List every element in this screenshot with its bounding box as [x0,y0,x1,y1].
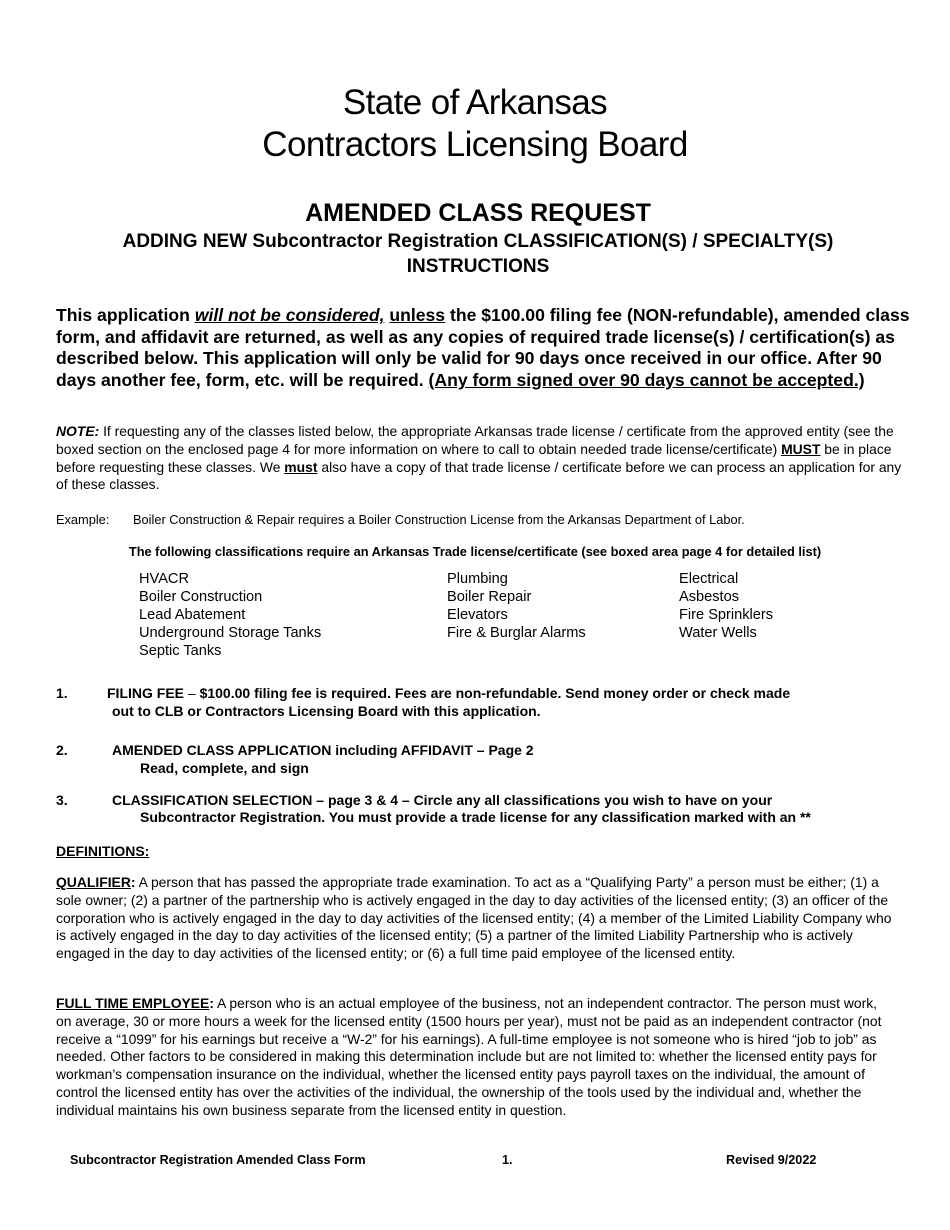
lead-text: This application [56,305,195,325]
list-item: HVACR [139,571,190,587]
step-2-line-2: Read, complete, and sign [140,760,309,776]
list-item: Elevators [447,607,508,623]
qualifier-label: QUALIFIER [56,874,131,890]
step-1-text: $100.00 filing fee is required. Fees are non-refundable. Send money order or check made [199,685,791,701]
list-item: Septic Tanks [139,643,222,659]
lead-unless: unless [389,305,446,325]
step-1-line-2: out to CLB or Contractors Licensing Board with this application. [112,703,541,719]
qualifier-text: A person that has passed the appropriate trade examination. To act as a “Qualifying Party” a person must be either; (1) a sole owner; (2) a partner of the partnership who is actively engaged in the day to day activities of the licensed entity; (3) an officer of the corporation who is actively engaged in the day to day activities of the licensed entity; (4) a member of the Limited Liability Company who is actively engaged in the day to day activities of the licensed entity; (5) a partner of the limited Liability Partnership who is actively engaged in the day to day activities of the licensed entity; or (6) a full time paid employee of the licensed entity. [56,874,892,962]
qualifier-definition [56,874,896,963]
fte-text: A person who is an actual employee of the business, not an independent contractor. The person must work, on average, 30 or more hours a week for the licensed entity (1500 hours per year), must not be paid as an independent contractor (not receive a “1099” for his earnings but receive a “W-2” for his earnings). A full-time employee is not someone who is hired “job to job” as needed. Other factors to be considered in making this determination include but are not limited to: whether the licensed entity pays for workman’s compensation insurance on the individual, whether the licensed entity pays payroll taxes on the individual, the amount of control the licensed entity has over the activities of the individual, the ownership of the tools used by the individual and, whether the individual maintains his own business separate from the licensed entity in question. [56,995,882,1118]
step-2-number: 2. [56,742,68,758]
definitions-heading: DEFINITIONS: [56,843,150,859]
footer-form-name: Subcontractor Registration Amended Class Form [70,1153,366,1167]
step-1-dash: – [184,685,200,701]
note-must: MUST [781,440,821,457]
fte-colon: : [209,995,214,1011]
list-item: Fire & Burglar Alarms [447,625,586,641]
note-text: If requesting any of the classes listed below, the appropriate Arkansas trade license / certificate from the approved entity (see the boxed section on the enclosed page 4 for more information on where to call to obtain needed trade license/certificate) [56,423,894,457]
list-item: Boiler Repair [447,589,532,605]
example-text: Boiler Construction & Repair requires a Boiler Construction License from the Arkansas Department of Labor. [133,512,745,527]
state-title: State of Arkansas [342,83,608,122]
step-3-line-1: CLASSIFICATION SELECTION – page 3 & 4 – Circle any all classifications you wish to have on your [112,792,773,808]
list-item: Plumbing [447,571,508,587]
list-item: Underground Storage Tanks [139,625,322,641]
instructions-heading: INSTRUCTIONS [406,256,550,277]
note-text-2: be in place before requesting these classes. We [56,440,892,475]
list-item: Water Wells [679,625,757,641]
step-1-number: 1. [56,685,68,701]
footer-page-number: 1. [502,1153,513,1167]
board-title: Contractors Licensing Board [262,125,688,164]
note-text-3: also have a copy of that trade license / certificate before we can process an application for any of these classes. [56,458,902,493]
list-item: Boiler Construction [139,589,263,605]
lead-text-body: the $100.00 filing fee (NON-refundable), amended class form, and affidavit are returned, as well as any copies of required trade license(s) / certification(s) as described below. This application will only be valid for 90 days once received in our office. After 90 days another fee, form, etc. will be required. [56,305,910,390]
list-item: Lead Abatement [139,607,246,623]
qualifier-colon: : [130,874,136,890]
step-2-line-1: AMENDED CLASS APPLICATION including AFFIDAVIT – Page 2 [112,742,534,758]
lead-paragraph [56,305,916,391]
classifications-col-3 [679,570,773,642]
lead-warning: (Any form signed over 90 days cannot be accepted.) [428,369,865,390]
footer-revised: Revised 9/2022 [726,1153,817,1167]
classifications-col-2 [447,570,586,642]
lead-emphasis: will not be considered, [194,305,385,325]
list-item: Electrical [679,571,739,587]
example-label: Example: [56,512,110,527]
fte-label: FULL TIME EMPLOYEE [56,995,210,1011]
classifications-col-1 [139,570,321,660]
step-1-line-1 [107,685,790,703]
list-item: Fire Sprinklers [679,607,774,623]
note-must-2: must [284,458,318,475]
step-3-line-2: Subcontractor Registration. You must provide a trade license for any classification marked with an ** [140,809,811,825]
step-3-number: 3. [56,792,68,808]
form-heading: AMENDED CLASS REQUEST [305,199,651,227]
list-item: Asbestos [679,589,740,605]
full-time-employee-definition [56,995,896,1120]
note-paragraph [56,423,906,494]
note-label: NOTE: [56,423,100,439]
form-subheading: ADDING NEW Subcontractor Registration CLASSIFICATION(S) / SPECIALTY(S) [122,231,834,252]
step-1-title: FILING FEE [107,685,184,701]
classifications-heading: The following classifications require an Arkansas Trade license/certificate (see boxed area page 4 for detailed list) [128,544,822,559]
